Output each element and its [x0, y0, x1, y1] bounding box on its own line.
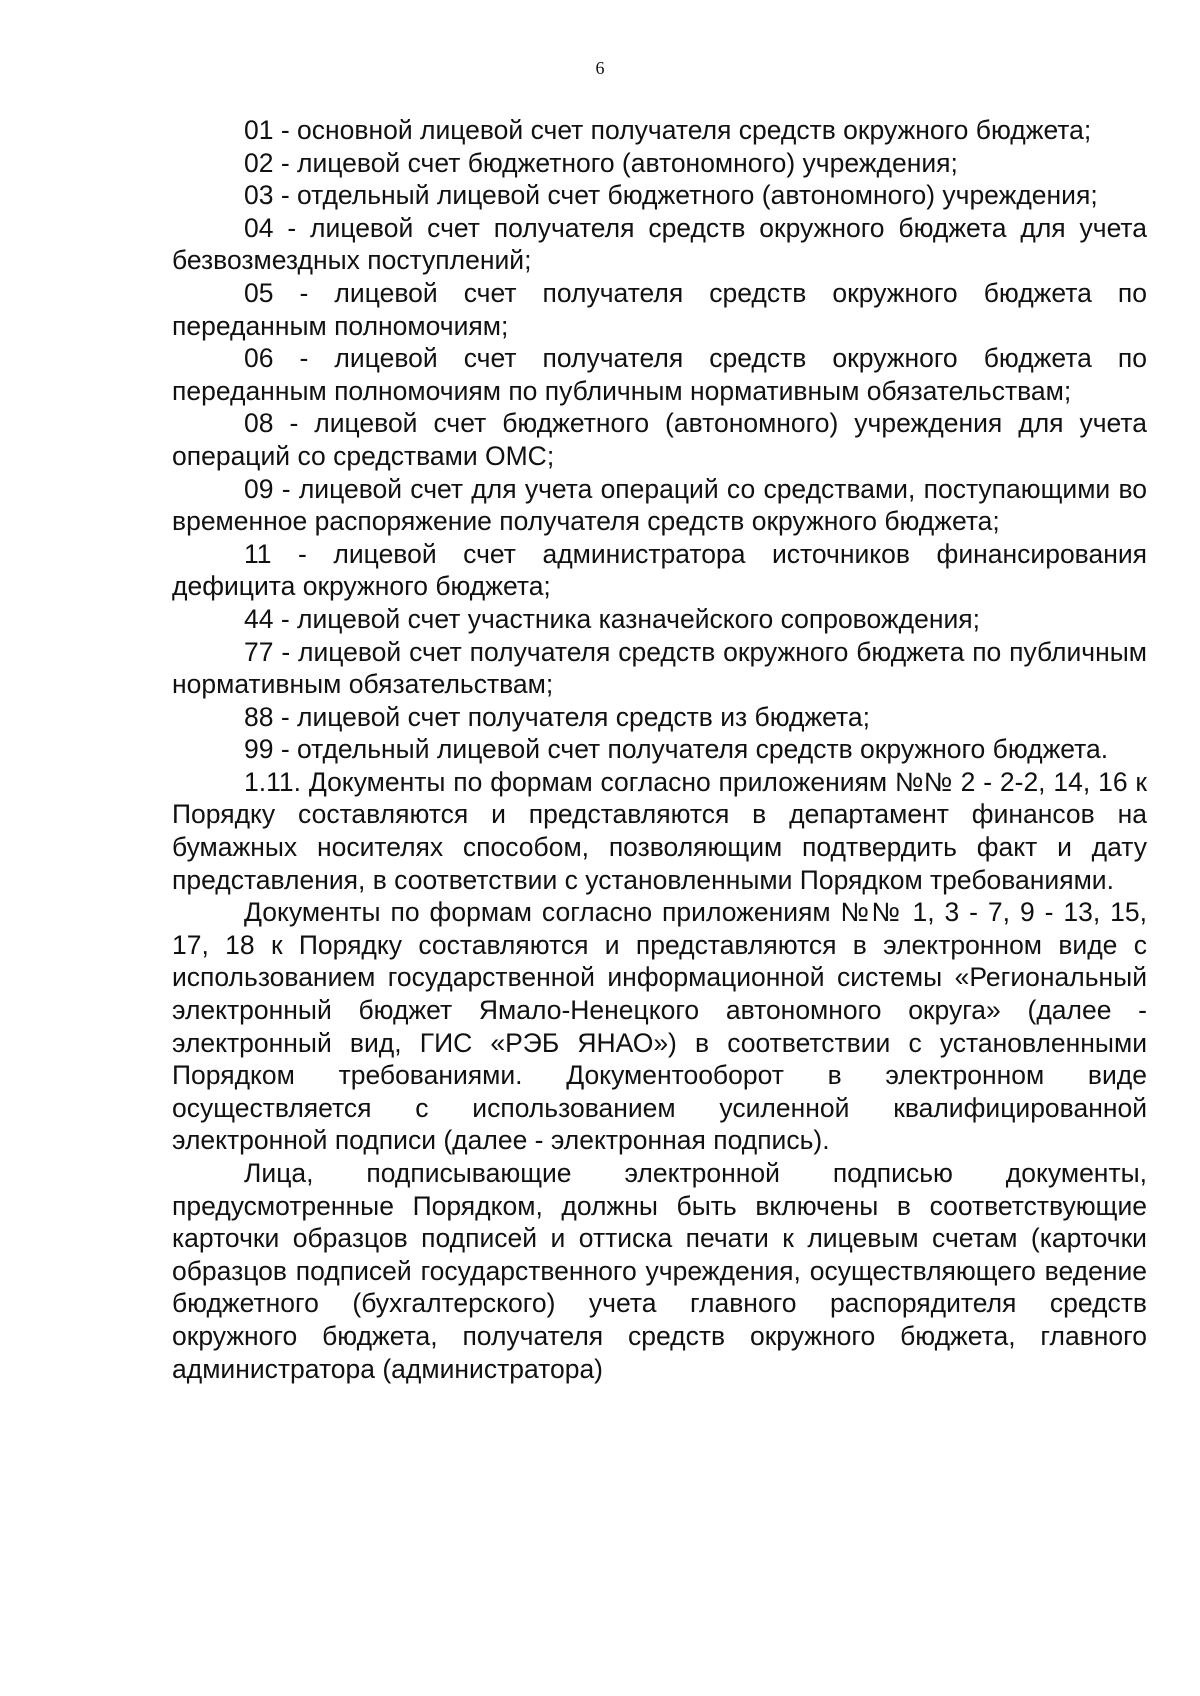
- paragraph-section-1-11: 1.11. Документы по формам согласно приложениям №№ 2 - 2-2, 14, 16 к Порядку составляются и представляются в департамент финансов на бумажных носителях способом, позволяющим подтвердить факт и дату представления, в соответствии с установленными Порядком требованиями.: [172, 766, 1147, 895]
- page-number: 6: [595, 58, 605, 78]
- paragraph-account-04: 04 - лицевой счет получателя средств окружного бюджета для учета безвозмездных поступлений;: [172, 212, 1147, 276]
- paragraph-account-09: 09 - лицевой счет для учета операций со средствами, поступающими во временное распоряжение получателя средств окружного бюджета;: [172, 473, 1147, 537]
- paragraph-signatories: Лица, подписывающие электронной подписью документы, предусмотренные Порядком, должны быть включены в соответствующие карточки образцов подписей и оттиска печати к лицевым счетам (карточки образцов подписей государственного учреждения, осуществляющего ведение бюджетного (бухгалтерского) учета главного распорядителя средств окружного бюджета, получателя средств окружного бюджета, главного администратора (администратора): [172, 1158, 1147, 1384]
- paragraph-account-77: 77 - лицевой счет получателя средств окружного бюджета по публичным нормативным обязательствам;: [172, 636, 1147, 700]
- paragraph-account-88: 88 - лицевой счет получателя средств из бюджета;: [244, 701, 870, 732]
- paragraph-account-05: 05 - лицевой счет получателя средств окружного бюджета по переданным полномочиям;: [172, 277, 1147, 341]
- paragraph-account-99: 99 - отдельный лицевой счет получателя средств окружного бюджета.: [244, 734, 1109, 765]
- paragraph-account-44: 44 - лицевой счет участника казначейского сопровождения;: [244, 603, 980, 634]
- paragraph-account-03: 03 - отдельный лицевой счет бюджетного (автономного) учреждения;: [244, 180, 1098, 211]
- paragraph-account-11: 11 - лицевой счет администратора источников финансирования дефицита окружного бюджета;: [172, 538, 1147, 602]
- paragraph-electronic-documents: Документы по формам согласно приложениям №№ 1, 3 - 7, 9 - 13, 15, 17, 18 к Порядку составляются и представляются в электронном виде с использованием государственной информационной системы «Региональный электронный бюджет Ямало-Ненецкого автономного округа» (далее - электронный вид, ГИС «РЭБ ЯНАО») в соответствии с установленными Порядком требованиями. Документооборот в электронном виде осуществляется с использованием усиленной квалифицированной электронной подписи (далее - электронная подпись).: [172, 897, 1147, 1156]
- paragraph-account-02: 02 - лицевой счет бюджетного (автономного) учреждения;: [244, 147, 958, 178]
- document-body: [172, 114, 1147, 1385]
- paragraph-account-06: 06 - лицевой счет получателя средств окружного бюджета по переданным полномочиям по публичным нормативным обязательствам;: [172, 343, 1147, 406]
- paragraph-account-01: 01 - основной лицевой счет получателя средств окружного бюджета;: [244, 115, 1092, 145]
- paragraph-account-08: 08 - лицевой счет бюджетного (автономного) учреждения для учета операций со средствами ОМС;: [172, 408, 1147, 471]
